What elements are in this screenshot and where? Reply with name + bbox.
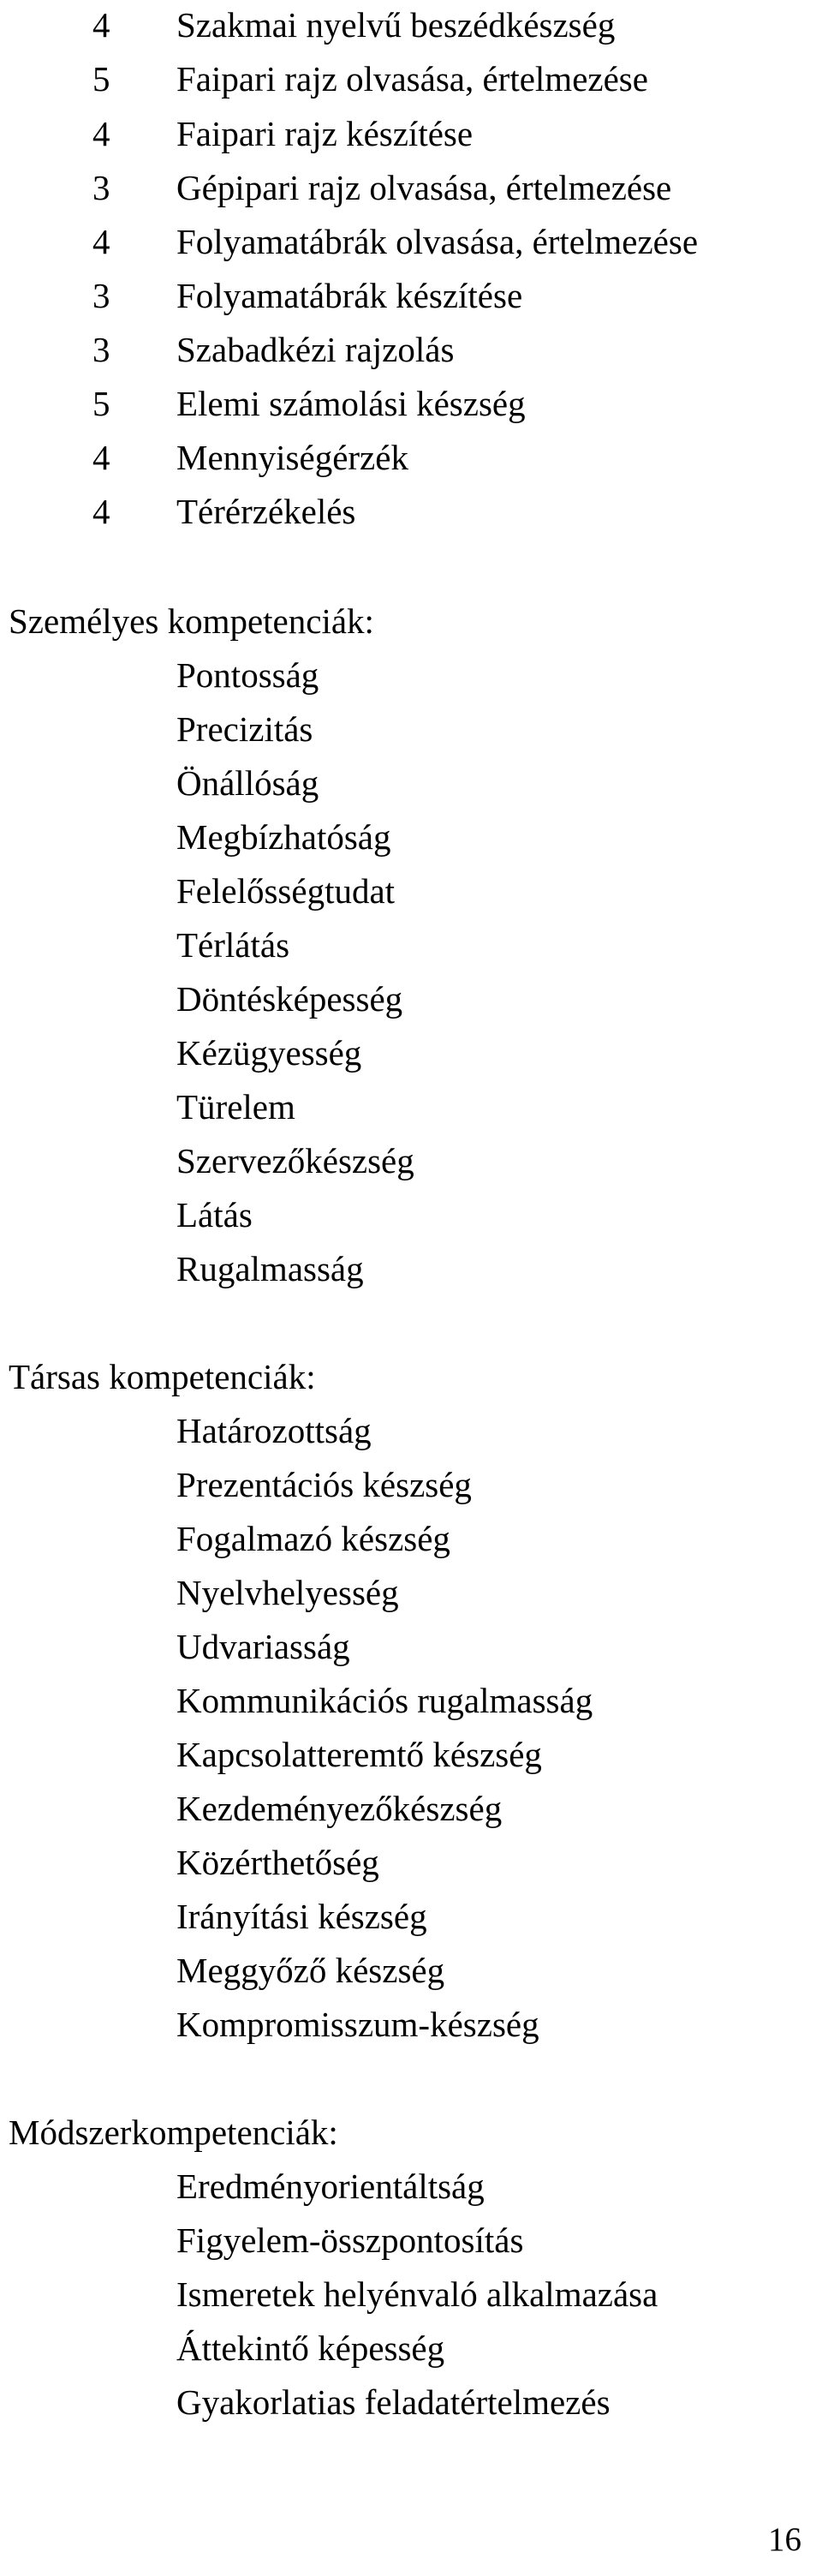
- skill-level: 3: [92, 330, 110, 369]
- skill-label: Elemi számolási készség: [176, 384, 526, 423]
- list-item: Fogalmazó készség: [176, 1519, 450, 1558]
- skill-level: 3: [92, 276, 110, 315]
- section-heading-method: Módszerkompetenciák:: [9, 2113, 338, 2152]
- skill-level: 4: [92, 222, 110, 261]
- section-heading-personal: Személyes kompetenciák:: [9, 601, 374, 641]
- list-item: Kezdeményezőkészség: [176, 1789, 503, 1828]
- list-item: Kapcsolatteremtő készség: [176, 1735, 542, 1774]
- list-item: Látás: [176, 1195, 253, 1234]
- skill-label: Folyamatábrák készítése: [176, 276, 523, 315]
- skill-level: 3: [92, 168, 110, 207]
- skill-level: 4: [92, 114, 110, 153]
- skill-label: Szabadkézi rajzolás: [176, 330, 455, 369]
- skill-label: Folyamatábrák olvasása, értelmezése: [176, 222, 699, 261]
- skill-label: Szakmai nyelvű beszédkészség: [176, 5, 616, 45]
- list-item: Eredményorientáltság: [176, 2167, 485, 2206]
- list-item: Udvariasság: [176, 1627, 350, 1666]
- skill-level: 4: [92, 438, 110, 477]
- section-heading-social: Társas kompetenciák:: [9, 1357, 316, 1396]
- skill-label: Faipari rajz olvasása, értelmezése: [176, 59, 648, 99]
- list-item: Határozottság: [176, 1411, 372, 1450]
- list-item: Rugalmasság: [176, 1249, 364, 1288]
- list-item: Türelem: [176, 1087, 295, 1127]
- list-item: Kommunikációs rugalmasság: [176, 1681, 593, 1720]
- list-item: Figyelem-összpontosítás: [176, 2220, 524, 2260]
- skill-level: 4: [92, 5, 110, 45]
- skill-label: Térérzékelés: [176, 492, 356, 531]
- skill-label: Faipari rajz készítése: [176, 114, 474, 153]
- skill-level: 4: [92, 492, 110, 531]
- list-item: Kézügyesség: [176, 1033, 362, 1073]
- list-item: Gyakorlatias feladatértelmezés: [176, 2382, 611, 2422]
- list-item: Szervezőkészség: [176, 1141, 414, 1180]
- list-item: Precizitás: [176, 709, 313, 749]
- list-item: Pontosság: [176, 655, 319, 695]
- skill-level: 5: [92, 384, 110, 423]
- list-item: Megbízhatóság: [176, 817, 391, 857]
- skill-level: 5: [92, 59, 110, 99]
- list-item: Térlátás: [176, 925, 290, 965]
- list-item: Közérthetőség: [176, 1843, 379, 1882]
- list-item: Ismeretek helyénvaló alkalmazása: [176, 2274, 658, 2314]
- list-item: Önállóság: [176, 763, 319, 803]
- list-item: Áttekintő képesség: [176, 2328, 445, 2368]
- list-item: Felelősségtudat: [176, 871, 396, 911]
- skill-label: Gépipari rajz olvasása, értelmezése: [176, 168, 672, 207]
- list-item: Irányítási készség: [176, 1897, 427, 1936]
- list-item: Prezentációs készség: [176, 1465, 472, 1504]
- page-number: 16: [768, 2521, 801, 2558]
- list-item: Kompromisszum-készség: [176, 2005, 539, 2044]
- skill-label: Mennyiségérzék: [176, 438, 408, 477]
- list-item: Meggyőző készség: [176, 1951, 445, 1990]
- list-item: Nyelvhelyesség: [176, 1573, 399, 1612]
- list-item: Döntésképesség: [176, 979, 403, 1019]
